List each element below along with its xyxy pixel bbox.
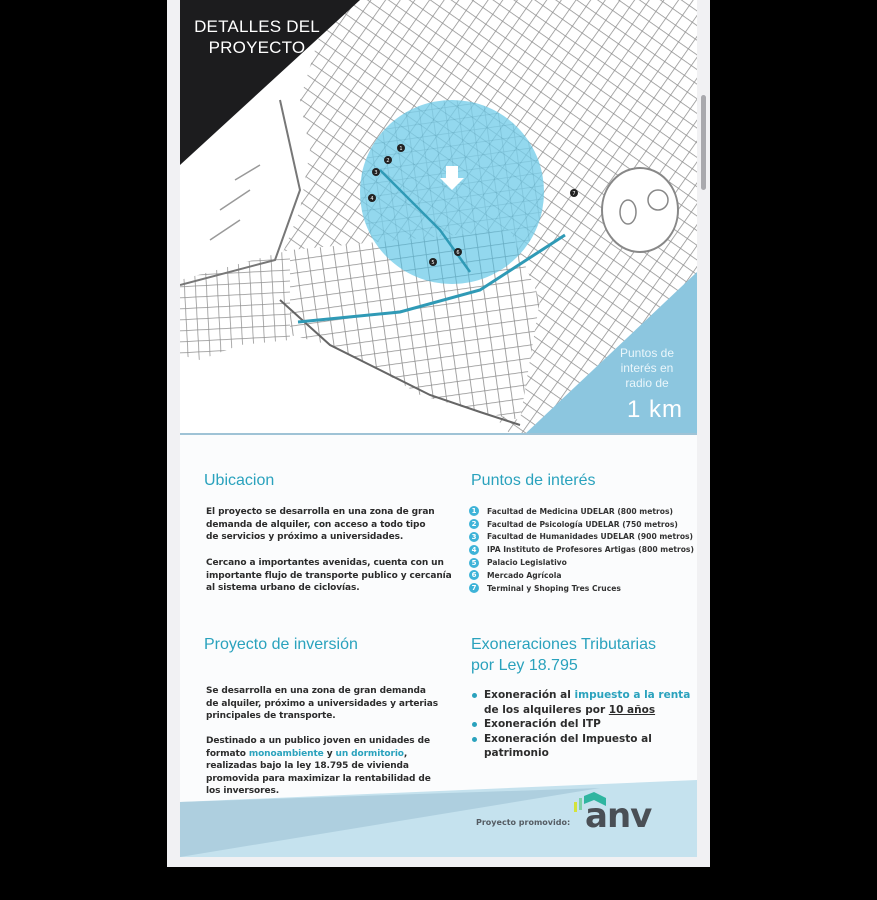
poi-map-marker-label: 4 — [370, 196, 374, 203]
city-map — [180, 0, 697, 434]
project-title-line1: DETALLES DEL — [194, 17, 320, 36]
park-area — [602, 168, 678, 252]
radius-value: 1 km — [626, 396, 683, 423]
poi-item — [469, 582, 694, 595]
radius-caption — [607, 346, 687, 391]
poi-label: Facultad de Psicología UDELAR (750 metros) — [487, 519, 678, 529]
exoneracion-item: Exoneración del Impuesto al patrimonio — [470, 732, 654, 761]
exoneraciones-heading — [471, 634, 656, 676]
inversion-heading: Proyecto de inversión — [204, 636, 358, 653]
project-title — [192, 16, 322, 58]
puntos-heading: Puntos de interés — [471, 472, 596, 489]
ubicacion-heading: Ubicacion — [204, 472, 275, 489]
poi-map-marker-label: 6 — [456, 250, 460, 257]
text-line: importante flujo de transporte publico y cercanía — [206, 570, 452, 581]
ubicacion-paragraph-1 — [206, 506, 435, 544]
poi-map-marker-label: 2 — [386, 158, 390, 165]
poi-label: Mercado Agrícola — [487, 570, 562, 580]
text-line: de servicios y próximo a universidades. — [206, 532, 404, 543]
project-title-line2: PROYECTO — [208, 38, 306, 57]
highlight-impuesto-renta: impuesto a la renta — [574, 689, 691, 701]
text-span: Exoneración al — [484, 689, 575, 701]
text-line: Cercano a importantes avenidas, cuenta con un — [206, 558, 444, 568]
heading-line: por Ley 18.795 — [471, 657, 578, 674]
text-line: demanda de alquiler, con acceso a todo tipo — [206, 519, 426, 530]
text-line: promovida para maximizar la rentabilidad de — [206, 773, 431, 784]
text-span: de los alquileres por — [484, 703, 609, 716]
vertical-scrollbar[interactable] — [701, 95, 706, 190]
project-flyer — [180, 0, 697, 857]
text-line — [206, 748, 431, 761]
poi-map-marker-label: 5 — [431, 260, 435, 267]
radius-caption-line1: Puntos de — [619, 346, 675, 360]
exoneraciones-list — [470, 688, 697, 761]
map-land-old-city — [180, 250, 290, 360]
poi-number-badge: 7 — [469, 583, 479, 593]
poi-label: IPA Instituto de Profesores Artigas (800 metros) — [487, 545, 694, 555]
poi-map-marker-label: 7 — [572, 191, 576, 198]
text-line: El proyecto se desarrolla en una zona de gran — [206, 507, 435, 517]
text-line: los inversores. — [206, 786, 280, 797]
text-line: Destinado a un publico joven en unidades de — [206, 736, 430, 746]
poi-label: Facultad de Medicina UDELAR (800 metros) — [487, 506, 673, 516]
poi-map-marker-label: 1 — [399, 146, 403, 153]
text-line: al sistema urbano de ciclovías. — [206, 583, 360, 594]
poi-map-marker-label: 3 — [374, 170, 378, 177]
poi-number-badge: 1 — [469, 506, 479, 516]
anv-logo-text: anv — [585, 796, 652, 836]
points-of-interest-list — [469, 505, 694, 595]
text-span: y — [323, 748, 336, 759]
exoneracion-item — [470, 688, 697, 717]
poi-number-badge: 2 — [469, 519, 479, 529]
exoneracion-item: Exoneración del ITP — [470, 717, 697, 732]
text-line: realizadas bajo la ley 18.795 de vivienda — [206, 761, 409, 772]
poi-item — [469, 505, 694, 518]
poi-number-badge: 4 — [469, 545, 479, 555]
poi-number-badge: 5 — [469, 558, 479, 568]
poi-label: Terminal y Shoping Tres Cruces — [487, 583, 621, 593]
poi-item — [469, 556, 694, 569]
poi-item — [469, 569, 694, 582]
poi-number-badge: 3 — [469, 532, 479, 542]
radius-caption-line2: interés en — [620, 361, 674, 375]
text-line: de alquiler, próximo a universidades y arterias — [206, 698, 438, 709]
poi-number-badge: 6 — [469, 570, 479, 580]
heading-line: Exoneraciones Tributarias — [471, 636, 656, 653]
text-span: formato — [206, 748, 249, 759]
ubicacion-paragraph-2 — [206, 557, 452, 595]
poi-item — [469, 518, 694, 531]
poi-label: Palacio Legislativo — [487, 558, 567, 568]
text-span: , — [403, 748, 408, 759]
poi-item — [469, 531, 694, 544]
text-line: Se desarrolla en una zona de gran demanda — [206, 686, 426, 696]
highlight-un-dormitorio: un dormitorio — [335, 748, 404, 759]
radius-caption-line3: radio de — [625, 376, 669, 390]
map-divider — [180, 433, 697, 435]
promo-label: Proyecto promovido: — [476, 818, 571, 827]
underlined-10-anos: 10 años — [608, 703, 656, 716]
poi-item — [469, 543, 694, 556]
text-line: principales de transporte. — [206, 711, 336, 722]
poi-label: Facultad de Humanidades UDELAR (900 metros) — [487, 532, 694, 542]
inversion-paragraph-1 — [206, 685, 438, 723]
highlight-monoambiente: monoambiente — [248, 748, 324, 759]
